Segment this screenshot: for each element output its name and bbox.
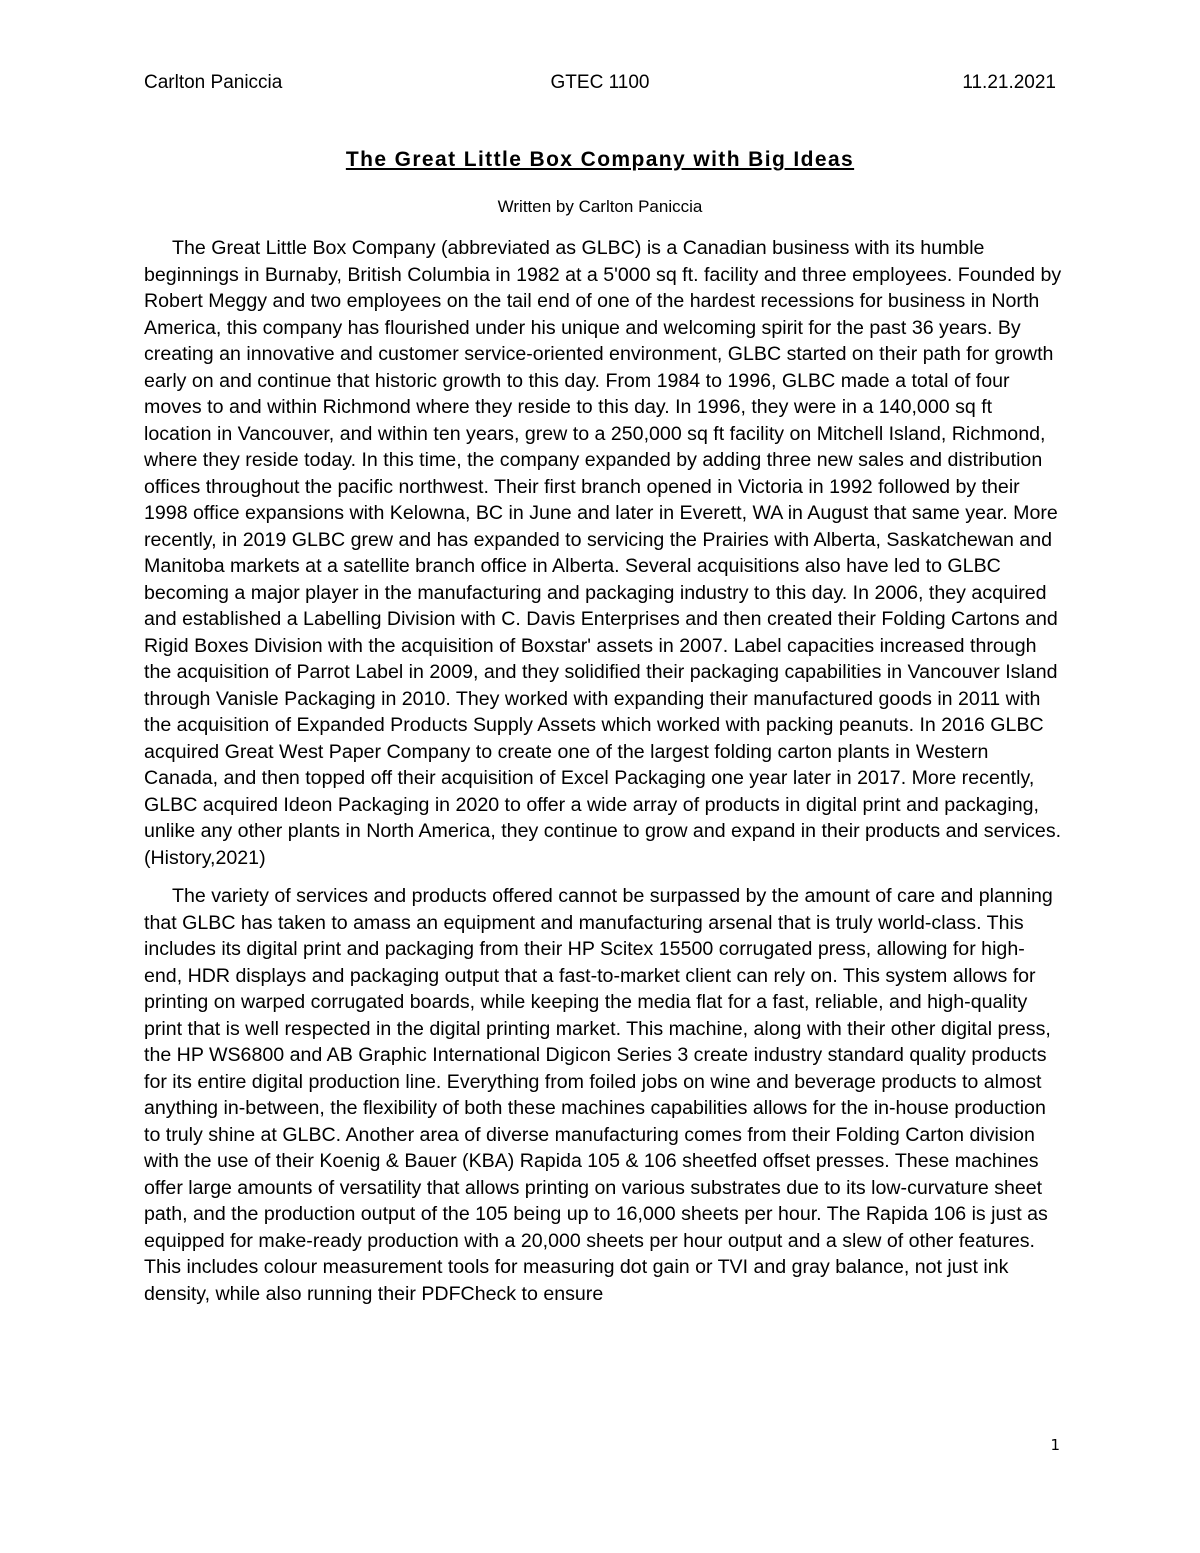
document-title: The Great Little Box Company with Big Ideas	[345, 148, 855, 171]
page-number: 1	[1050, 1436, 1060, 1454]
header-author: Carlton Paniccia	[144, 72, 283, 93]
header-course: GTEC 1100	[550, 72, 650, 93]
document-byline: Written by Carlton Paniccia	[497, 197, 703, 216]
page-header	[144, 72, 1056, 100]
body-paragraph-1: The Great Little Box Company (abbreviated as GLBC) is a Canadian business with its humble beginnings in Burnaby, British Columbia in 1982 at a 5'000 sq ft. facility and three employees. Founded by Robert Meggy and two employees on the tail end of one of the hardest recessions for business in North America, this company has flourished under his unique and welcoming spirit for the past 36 years. By creating an innovative and customer service-oriented environment, GLBC started on their path for growth early on and continue that historic growth to this day. From 1984 to 1996, GLBC made a total of four moves to and within Richmond where they reside to this day. In 1996, they were in a 140,000 sq ft location in Vancouver, and within ten years, grew to a 250,000 sq ft facility on Mitchell Island, Richmond, where they reside today. In this time, the company expanded by adding three new sales and distribution offices throughout the pacific northwest. Their first branch opened in Victoria in 1992 followed by their 1998 office expansions with Kelowna, BC in June and later in Everett, WA in August that same year. More recently, in 2019 GLBC grew and has expanded to servicing the Prairies with Alberta, Saskatchewan and Manitoba markets at a satellite branch office in Alberta. Several acquisitions also have led to GLBC becoming a major player in the manufacturing and packaging industry to this day. In 2006, they acquired and established a Labelling Division with C. Davis Enterprises and then created their Folding Cartons and Rigid Boxes Division with the acquisition of Boxstar' assets in 2007. Label capacities increased through the acquisition of Parrot Label in 2009, and they solidified their packaging capabilities in Vancouver Island through Vanisle Packaging in 2010. They worked with expanding their manufactured goods in 2011 with the acquisition of Expanded Products Supply Assets which worked with packing peanuts. In 2016 GLBC acquired Great West Paper Company to create one of the largest folding carton plants in Western Canada, and then topped off their acquisition of Excel Packaging one year later in 2017. More recently, GLBC acquired Ideon Packaging in 2020 to offer a wide array of products in digital print and packaging, unlike any other plants in North America, they continue to grow and expand in their products and services. (History,2021)	[144, 237, 1062, 869]
header-date: 11.21.2021	[962, 72, 1056, 93]
body-paragraph-2: The variety of services and products offered cannot be surpassed by the amount of care and planning that GLBC has taken to amass an equipment and manufacturing arsenal that is truly world-class. This includes its digital print and packaging from their HP Scitex 15500 corrugated press, allowing for high-end, HDR displays and packaging output that a fast-to-market client can rely on. This system allows for printing on warped corrugated boards, while keeping the media flat for a fast, reliable, and high-quality print that is well respected in the digital printing market. This machine, along with their other digital press, the HP WS6800 and AB Graphic International Digicon Series 3 create industry standard quality products for its entire digital production line. Everything from foiled jobs on wine and beverage products to almost anything in-between, the flexibility of both these machines capabilities allows for the in-house production to truly shine at GLBC. Another area of diverse manufacturing comes from their Folding Carton division with the use of their Koenig & Bauer (KBA) Rapida 105 & 106 sheetfed offset presses. These machines offer large amounts of versatility that allows printing on various substrates due to its low-curvature sheet path, and the production output of the 105 being up to 16,000 sheets per hour. The Rapida 106 is just as equipped for make-ready production with a 20,000 sheets per hour output and a slew of other features. This includes colour measurement tools for measuring dot gain or TVI and gray balance, not just ink density, while also running their PDFCheck to ensure	[144, 885, 1053, 1305]
document-body	[144, 235, 1062, 1319]
